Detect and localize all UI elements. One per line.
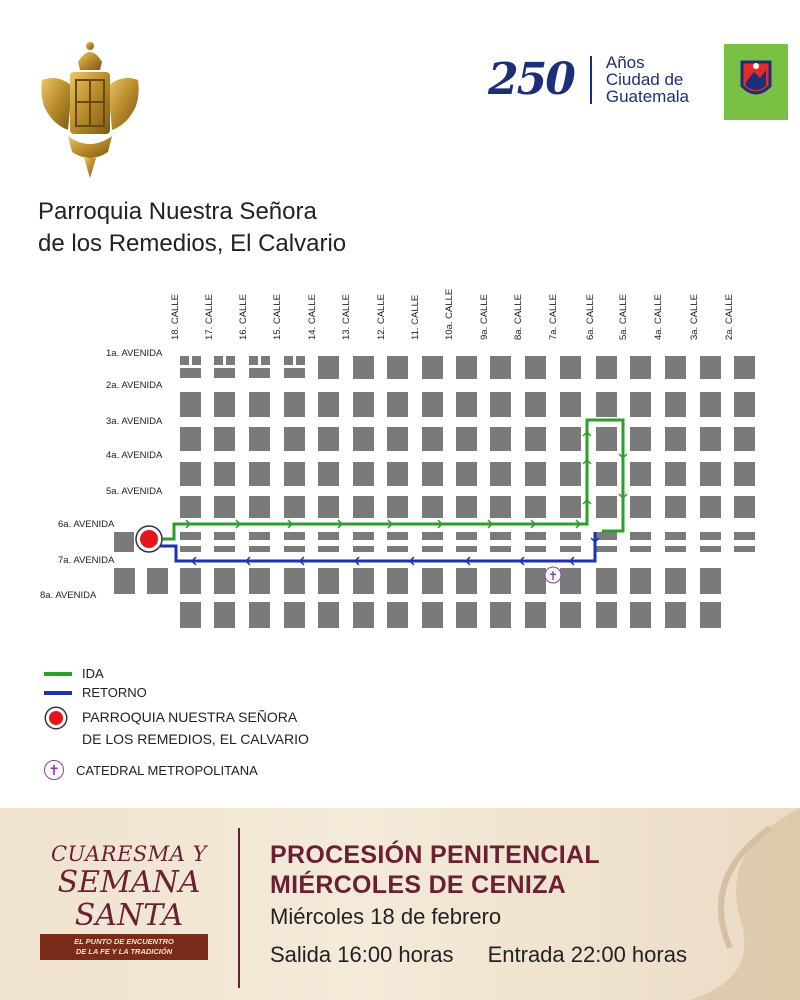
legend-label: CATEDRAL METROPOLITANA — [76, 762, 258, 778]
city-block — [387, 427, 408, 451]
city-block — [226, 356, 235, 365]
avenida-label: 1a. AVENIDA — [106, 348, 163, 359]
calle-label: 3a. CALLE — [689, 294, 700, 340]
city-block — [249, 368, 270, 378]
city-block — [353, 546, 374, 552]
legend-item-ida — [44, 664, 309, 683]
city-block — [525, 427, 546, 451]
city-block — [284, 602, 305, 628]
city-block — [560, 532, 581, 540]
municipality-emblem-icon — [724, 44, 788, 120]
procession-route-map — [0, 280, 800, 650]
legend-item-retorno — [44, 683, 309, 702]
city-block — [353, 392, 374, 417]
city-block — [525, 462, 546, 486]
city-block — [490, 356, 511, 379]
city-block — [665, 532, 686, 540]
city-block — [249, 462, 270, 486]
city-block — [214, 392, 235, 417]
city-block — [665, 496, 686, 518]
city-block — [353, 356, 374, 379]
calle-label: 7a. CALLE — [548, 294, 559, 340]
city-block — [318, 602, 339, 628]
legend-label: PARROQUIA NUESTRA SEÑORA — [82, 709, 298, 725]
city-block — [560, 427, 581, 451]
city-block — [284, 368, 305, 378]
city-block — [665, 546, 686, 552]
city-block — [387, 532, 408, 540]
city-block — [596, 602, 617, 628]
avenida-labels — [40, 348, 163, 601]
city-block — [180, 462, 201, 486]
city-block — [596, 356, 617, 379]
city-block — [318, 356, 339, 379]
city-block — [665, 462, 686, 486]
anniversary-line: Guatemala — [605, 87, 690, 106]
city-block — [387, 602, 408, 628]
avenida-label: 8a. AVENIDA — [40, 590, 97, 601]
city-block — [422, 496, 443, 518]
event-date: Miércoles 18 de febrero — [270, 904, 502, 929]
city-block — [700, 546, 721, 552]
anniversary-line: Años — [605, 53, 645, 72]
logo-text: SANTA — [74, 898, 184, 933]
city-block — [596, 392, 617, 417]
city-block — [700, 496, 721, 518]
crest-logo — [38, 40, 142, 180]
city-block — [180, 568, 201, 594]
city-block — [353, 462, 374, 486]
legend-label: DE LOS REMEDIOS, EL CALVARIO — [82, 731, 309, 747]
city-block — [630, 427, 651, 451]
city-block — [490, 427, 511, 451]
city-block — [630, 462, 651, 486]
calle-label: 14. CALLE — [307, 294, 318, 340]
city-block — [734, 496, 755, 518]
parish-title-line: Parroquia Nuestra Señora — [38, 198, 317, 225]
event-banner — [0, 808, 800, 1000]
ornament-decoration — [540, 808, 800, 1000]
city-block — [734, 546, 755, 552]
calle-label: 11. CALLE — [410, 294, 421, 340]
city-block — [700, 462, 721, 486]
city-block — [422, 392, 443, 417]
city-block — [560, 602, 581, 628]
calle-label: 16. CALLE — [238, 294, 249, 340]
city-block — [596, 462, 617, 486]
event-title — [270, 840, 600, 900]
calle-label: 8a. CALLE — [513, 294, 524, 340]
calle-label: 13. CALLE — [341, 294, 352, 340]
city-block — [490, 392, 511, 417]
city-block — [214, 368, 235, 378]
city-block — [422, 546, 443, 552]
city-block — [734, 356, 755, 379]
city-block — [353, 602, 374, 628]
municipality-logo — [724, 44, 788, 120]
city-block — [596, 496, 617, 518]
avenida-label: 6a. AVENIDA — [58, 519, 115, 530]
city-block — [560, 546, 581, 552]
city-block — [456, 462, 477, 486]
arrival-time: Entrada 22:00 horas — [487, 942, 687, 967]
anniversary-number: 250 — [488, 54, 574, 105]
city-block — [387, 568, 408, 594]
city-block — [353, 427, 374, 451]
avenida-label: 2a. AVENIDA — [106, 380, 163, 391]
city-block — [180, 392, 201, 417]
logo-divider — [590, 56, 592, 104]
city-block — [422, 602, 443, 628]
city-block — [249, 392, 270, 417]
ida-line-swatch — [44, 672, 72, 676]
city-block — [422, 532, 443, 540]
city-block — [665, 356, 686, 379]
calle-label: 5a. CALLE — [618, 294, 629, 340]
city-block — [353, 532, 374, 540]
city-block — [525, 356, 546, 379]
logo-text: CUARESMA Y — [50, 842, 208, 866]
city-block — [525, 496, 546, 518]
calle-label: 12. CALLE — [376, 294, 387, 340]
city-block — [630, 392, 651, 417]
city-block — [734, 532, 755, 540]
city-block — [734, 462, 755, 486]
city-block — [490, 546, 511, 552]
city-block — [630, 568, 651, 594]
city-block — [249, 427, 270, 451]
calle-label: 10a. CALLE — [444, 288, 455, 340]
calle-label: 2a. CALLE — [724, 294, 735, 340]
city-block — [114, 532, 134, 552]
city-block — [456, 496, 477, 518]
city-block — [700, 532, 721, 540]
city-block — [630, 546, 651, 552]
svg-text:✝: ✝ — [547, 569, 559, 583]
city-block — [525, 532, 546, 540]
city-block — [456, 546, 477, 552]
city-block — [700, 427, 721, 451]
city-block — [387, 356, 408, 379]
city-block — [318, 568, 339, 594]
city-block — [249, 532, 270, 540]
city-block — [525, 546, 546, 552]
city-block — [214, 356, 223, 365]
anniversary-line: Ciudad de — [605, 70, 684, 89]
city-block — [490, 532, 511, 540]
city-block — [456, 602, 477, 628]
city-block — [284, 462, 305, 486]
city-block — [665, 392, 686, 417]
city-block — [114, 568, 135, 594]
calle-label: 15. CALLE — [272, 294, 283, 340]
city-block — [284, 496, 305, 518]
city-block — [192, 356, 201, 365]
city-block — [490, 496, 511, 518]
city-block — [525, 392, 546, 417]
city-block — [422, 356, 443, 379]
city-block — [214, 496, 235, 518]
city-block — [490, 602, 511, 628]
legend-item-cathedral — [44, 758, 309, 782]
calle-label: 17. CALLE — [204, 294, 215, 340]
city-block — [596, 427, 617, 451]
city-block — [456, 356, 477, 379]
city-block — [180, 546, 201, 552]
city-block — [734, 392, 755, 417]
city-block — [284, 546, 305, 552]
calle-label: 9a. CALLE — [479, 294, 490, 340]
city-block — [630, 356, 651, 379]
city-block — [353, 568, 374, 594]
city-block — [318, 462, 339, 486]
city-block — [700, 356, 721, 379]
city-block — [596, 568, 617, 594]
city-block — [596, 546, 617, 552]
city-block — [387, 392, 408, 417]
cathedral-marker — [545, 567, 561, 583]
city-block — [318, 532, 339, 540]
city-block — [284, 532, 305, 540]
city-block — [490, 462, 511, 486]
city-block — [387, 546, 408, 552]
city-block — [284, 427, 305, 451]
city-block — [456, 392, 477, 417]
city-block — [147, 568, 168, 594]
city-block — [734, 427, 755, 451]
retorno-line-swatch — [44, 691, 72, 695]
calle-label: 6a. CALLE — [585, 294, 596, 340]
city-block — [490, 568, 511, 594]
city-block — [630, 602, 651, 628]
city-block — [456, 427, 477, 451]
city-block — [284, 356, 293, 365]
avenida-label: 7a. AVENIDA — [58, 555, 115, 566]
map-legend — [44, 664, 309, 782]
city-block — [700, 392, 721, 417]
logo-tagline — [40, 934, 208, 960]
city-block — [630, 532, 651, 540]
city-block — [665, 602, 686, 628]
city-block — [525, 602, 546, 628]
legend-label: IDA — [82, 666, 104, 681]
logo-text: SEMANA — [57, 865, 201, 900]
city-block — [296, 356, 305, 365]
city-block — [353, 496, 374, 518]
city-block — [180, 368, 201, 378]
city-block — [560, 356, 581, 379]
city-block — [422, 462, 443, 486]
anniversary-logo — [488, 54, 689, 105]
city-block — [318, 427, 339, 451]
city-block — [422, 427, 443, 451]
city-block — [284, 568, 305, 594]
avenida-label: 5a. AVENIDA — [106, 486, 163, 497]
calle-labels — [170, 289, 735, 340]
city-block — [318, 496, 339, 518]
city-block — [180, 496, 201, 518]
city-block — [180, 532, 201, 540]
legend-item-parish — [44, 706, 309, 750]
event-title-line: PROCESIÓN PENITENCIAL — [270, 841, 600, 869]
city-block — [214, 602, 235, 628]
city-block — [214, 568, 235, 594]
calle-label: 4a. CALLE — [653, 294, 664, 340]
city-block — [284, 392, 305, 417]
city-block — [180, 356, 189, 365]
city-block — [249, 568, 270, 594]
city-block — [261, 356, 270, 365]
event-times — [270, 942, 687, 968]
departure-time: Salida 16:00 horas — [270, 942, 454, 967]
city-block — [214, 427, 235, 451]
city-block — [422, 568, 443, 594]
city-block — [387, 496, 408, 518]
parish-marker-icon — [46, 708, 66, 728]
calle-label: 18. CALLE — [170, 294, 181, 340]
banner-divider — [238, 828, 240, 988]
city-block — [180, 602, 201, 628]
city-block — [318, 392, 339, 417]
city-block — [456, 532, 477, 540]
city-block — [560, 568, 581, 594]
city-blocks — [114, 356, 755, 628]
city-block — [249, 546, 270, 552]
city-block — [665, 427, 686, 451]
city-block — [387, 462, 408, 486]
tagline-line: EL PUNTO DE ENCUENTRO — [74, 937, 174, 946]
parish-title — [38, 196, 346, 260]
city-block — [180, 427, 201, 451]
city-block — [665, 568, 686, 594]
city-block — [249, 356, 258, 365]
city-block — [456, 568, 477, 594]
start-marker — [136, 526, 162, 552]
city-block — [630, 496, 651, 518]
parish-title-line: de los Remedios, El Calvario — [38, 230, 347, 257]
avenida-label: 3a. AVENIDA — [106, 416, 163, 427]
city-block — [525, 568, 546, 594]
avenida-label: 4a. AVENIDA — [106, 450, 163, 461]
legend-label: RETORNO — [82, 685, 147, 700]
city-block — [214, 546, 235, 552]
city-block — [214, 532, 235, 540]
tagline-line: DE LA FE Y LA TRADICIÓN — [75, 947, 173, 956]
city-block — [214, 462, 235, 486]
event-title-line: MIÉRCOLES DE CENIZA — [270, 871, 566, 899]
city-block — [560, 462, 581, 486]
city-block — [318, 546, 339, 552]
city-block — [560, 392, 581, 417]
city-block — [700, 568, 721, 594]
city-block — [560, 496, 581, 518]
cathedral-cross-icon: ✝ — [44, 760, 64, 780]
city-block — [249, 602, 270, 628]
city-block — [700, 602, 721, 628]
cuaresma-logo — [44, 842, 214, 932]
city-block — [249, 496, 270, 518]
